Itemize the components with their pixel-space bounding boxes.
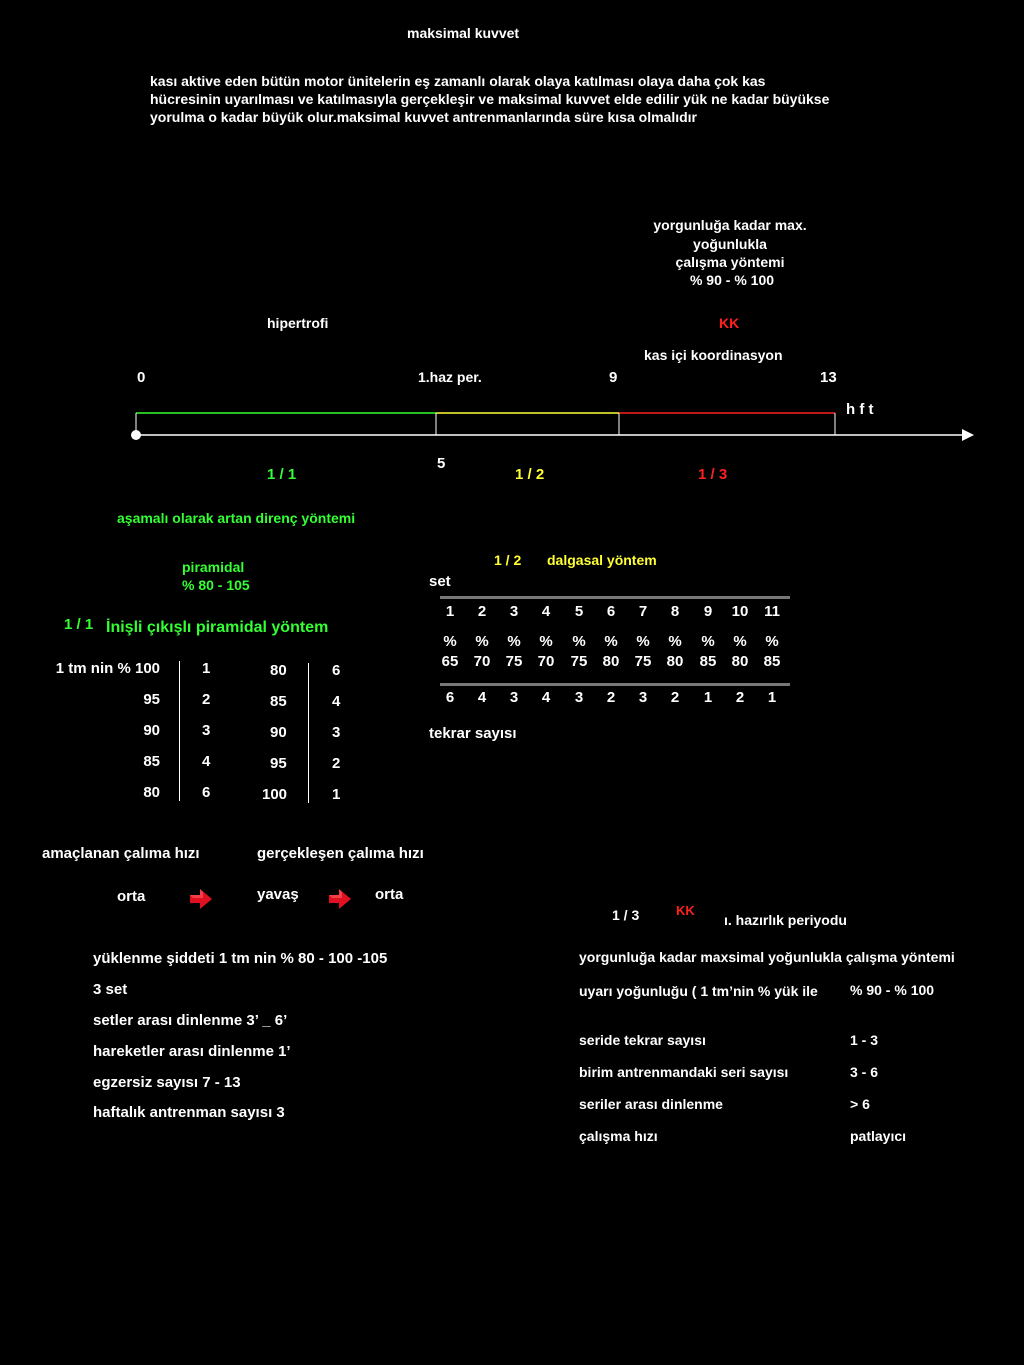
right-row-value-2: 1 - 3 [850, 1032, 879, 1048]
wave-percent-6: 80 [602, 653, 620, 670]
wave-set-2: 2 [477, 603, 487, 620]
pyr-a-2: 90 [143, 722, 160, 739]
seg2-label: 1 / 2 [515, 466, 545, 483]
right-arrow-icon [190, 889, 212, 909]
pyr-divider-2 [308, 663, 309, 803]
wave-percent-1: 65 [441, 653, 459, 670]
pyr-c-2: 90 [270, 724, 287, 741]
right-row-label-1: uyarı yoğunluğu ( 1 tm’nin % yük ile [579, 983, 818, 999]
wave-rep-1: 6 [445, 689, 455, 706]
right-row-value-5: patlayıcı [850, 1128, 907, 1144]
pyr-d-4: 1 [332, 786, 341, 803]
method-line-3: çalışma yöntemi [675, 254, 785, 270]
pyr-a-1: 95 [143, 691, 160, 708]
right-row-value-3: 3 - 6 [850, 1064, 879, 1080]
pyr-c-3: 95 [270, 755, 287, 772]
wave-percent-10: 80 [731, 653, 749, 670]
wave-percent-sign-1: % [443, 633, 457, 650]
param-1: yüklenme şiddeti 1 tm nin % 80 - 100 -105 [93, 950, 388, 967]
wave-percent-sign-5: % [572, 633, 586, 650]
right-row-label-2: seride tekrar sayısı [579, 1032, 706, 1048]
kas-ici-label: kas içi koordinasyon [644, 347, 783, 363]
pyr-b-0: 1 [202, 660, 211, 677]
wave-rep-11: 1 [767, 689, 777, 706]
axis-start-dot [131, 430, 141, 440]
wave-rep-4: 4 [541, 689, 551, 706]
timeline-label-5: 5 [437, 455, 446, 472]
wave-percent-sign-2: % [475, 633, 489, 650]
wave-percent-sign-3: % [507, 633, 521, 650]
kk-label: KK [719, 315, 740, 331]
param-3: setler arası dinlenme 3’ _ 6’ [93, 1012, 288, 1029]
timeline-label-9: 9 [609, 369, 618, 386]
right-kk: KK [676, 903, 695, 918]
right-row-label-3: birim antrenmandaki seri sayısı [579, 1064, 789, 1080]
wave-percent-11: 85 [763, 653, 781, 670]
actual-speed-label: gerçekleşen çalıma hızı [257, 845, 424, 862]
wave-percent-8: 80 [666, 653, 684, 670]
wave-percent-sign-7: % [636, 633, 650, 650]
right-row-value-4: > 6 [850, 1096, 870, 1112]
wave-divider-top [440, 596, 790, 599]
wave-divider-bottom [440, 683, 790, 686]
right-row-label-5: çalışma hızı [579, 1128, 658, 1144]
wave-percent-sign-11: % [765, 633, 779, 650]
pyr-c-1: 85 [270, 693, 287, 710]
wave-set-7: 7 [638, 603, 648, 620]
speed-value-3: orta [375, 886, 404, 903]
wave-percent-5: 75 [570, 653, 588, 670]
wave-percent-9: 85 [699, 653, 717, 670]
param-5: egzersiz sayısı 7 - 13 [93, 1074, 241, 1091]
wave-rep-3: 3 [509, 689, 519, 706]
timeline-label-haz: 1.haz per. [418, 369, 482, 385]
pyr-b-4: 6 [202, 784, 211, 801]
method-line-4: % 90 - % 100 [689, 272, 775, 288]
wave-title: dalgasal yöntem [547, 552, 657, 568]
pyr-a-4: 80 [143, 784, 160, 801]
hipertrofi-label: hipertrofi [267, 315, 329, 331]
wave-set-8: 8 [670, 603, 680, 620]
right-row-label-4: seriler arası dinlenme [579, 1096, 723, 1112]
wave-percent-sign-10: % [733, 633, 747, 650]
pyr-d-1: 4 [332, 693, 341, 710]
param-6: haftalık antrenman sayısı 3 [93, 1104, 285, 1121]
pyramid-title: İnişli çıkışlı piramidal yöntem [106, 619, 329, 636]
wave-set-5: 5 [574, 603, 584, 620]
pyr-c-4: 100 [262, 786, 288, 803]
pyr-b-2: 3 [202, 722, 211, 739]
wave-rep-9: 1 [703, 689, 713, 706]
method-line-1: yorgunluğa kadar max. [653, 217, 807, 233]
pyr-divider-1 [179, 661, 180, 801]
right-row-value-1: % 90 - % 100 [850, 982, 935, 998]
wave-percent-sign-9: % [701, 633, 715, 650]
wave-rep-6: 2 [606, 689, 616, 706]
wave-tag: 1 / 2 [494, 552, 522, 568]
right-tag: 1 / 3 [612, 907, 640, 923]
axis-arrow-icon [962, 429, 974, 441]
pyr-d-2: 3 [332, 724, 341, 741]
wave-percent-7: 75 [634, 653, 652, 670]
timeline-label-hft: h f t [846, 401, 874, 418]
period-label: ı. hazırlık periyodu [724, 912, 847, 928]
intro-paragraph: kası aktive eden bütün motor ünitelerin eş zamanlı olarak olaya katılması olaya daha çok kas hücresinin uyarılması ve katılmasıyla gerçekleşir ve maksimal kuvvet elde edilir yük ne kadar büyükse yorulma o kadar büyük olur.maksimal kuvvet antrenmanlarında süre kısa olmalıdır [150, 73, 830, 125]
right-arrow-icon [329, 889, 351, 909]
right-header: yorgunluğa kadar maxsimal yoğunlukla çalışma yöntemi [579, 949, 955, 965]
wave-set-11: 11 [764, 603, 780, 620]
wave-percent-sign-4: % [539, 633, 553, 650]
pyr-a-0: 1 tm nin % 100 [55, 660, 160, 677]
wave-rep-5: 3 [574, 689, 584, 706]
wave-percent-4: 70 [537, 653, 555, 670]
wave-set-10: 10 [731, 603, 749, 620]
pyr-c-0: 80 [270, 662, 287, 679]
wave-rep-10: 2 [735, 689, 745, 706]
wave-set-1: 1 [445, 603, 455, 620]
wave-rep-8: 2 [670, 689, 680, 706]
pyr-a-3: 85 [143, 753, 160, 770]
wave-percent-3: 75 [505, 653, 523, 670]
intended-speed-label: amaçlanan çalıma hızı [42, 845, 200, 862]
wave-set-9: 9 [703, 603, 713, 620]
wave-set-4: 4 [541, 603, 551, 620]
wave-percent-sign-6: % [604, 633, 618, 650]
wave-set-label: set [429, 573, 451, 590]
seg1-label: 1 / 1 [267, 466, 297, 483]
piramidal-line-1: piramidal [182, 559, 245, 575]
pyramid-tag: 1 / 1 [64, 616, 94, 633]
wave-rep-2: 4 [477, 689, 487, 706]
wave-percent-sign-8: % [668, 633, 682, 650]
pyr-b-1: 2 [202, 691, 211, 708]
wave-reps-label: tekrar sayısı [429, 725, 517, 742]
wave-set-6: 6 [606, 603, 616, 620]
timeline-diagram [0, 0, 1024, 500]
pyr-b-3: 4 [202, 753, 211, 770]
param-4: hareketler arası dinlenme 1’ [93, 1043, 291, 1060]
page-title: maksimal kuvvet [407, 25, 520, 41]
pyr-d-3: 2 [332, 755, 341, 772]
timeline-label-13: 13 [820, 369, 837, 386]
timeline-label-0: 0 [137, 369, 146, 386]
speed-value-2: yavaş [257, 886, 299, 903]
speed-value-1: orta [117, 888, 146, 905]
wave-rep-7: 3 [638, 689, 648, 706]
method-line-2: yoğunlukla [693, 236, 767, 252]
param-2: 3 set [93, 981, 128, 998]
pyr-d-0: 6 [332, 662, 341, 679]
wave-percent-2: 70 [473, 653, 491, 670]
wave-set-3: 3 [509, 603, 519, 620]
piramidal-line-2: % 80 - 105 [182, 577, 250, 593]
seg3-label: 1 / 3 [698, 466, 728, 483]
asamali-label: aşamalı olarak artan direnç yöntemi [117, 510, 356, 526]
